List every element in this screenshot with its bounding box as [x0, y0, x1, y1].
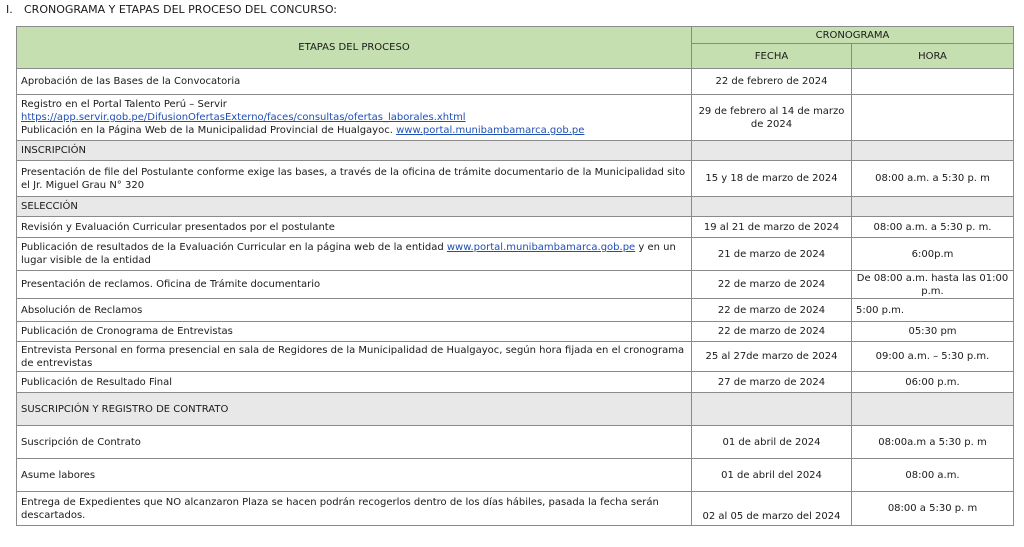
time-cell: 06:00 p.m.: [852, 372, 1014, 393]
date-cell: 27 de marzo de 2024: [692, 372, 852, 393]
date-cell: 22 de febrero de 2024: [692, 69, 852, 95]
header-time: HORA: [852, 44, 1014, 69]
municipality-link[interactable]: www.portal.munibambamarca.gob.pe: [396, 125, 585, 136]
stage-text-line: [21, 124, 687, 137]
time-cell: 09:00 a.m. – 5:30 p.m.: [852, 342, 1014, 372]
stage-cell: [17, 95, 692, 141]
municipality-link[interactable]: www.portal.munibambamarca.gob.pe: [446, 242, 636, 253]
servir-link[interactable]: https://app.servir.gob.pe/DifusionOfertasExterno/faces/consultas/ofertas_laborales.xhtml: [21, 112, 466, 123]
time-cell: 08:00 a.m. a 5:30 p. m: [852, 161, 1014, 197]
table-row: [17, 459, 1014, 492]
stage-cell: [17, 238, 692, 271]
stage-cell: Revisión y Evaluación Curricular presentados por el postulante: [17, 217, 692, 238]
date-cell: 22 de marzo de 2024: [692, 322, 852, 342]
time-cell: 08:00 a.m.: [852, 459, 1014, 492]
time-cell: 08:00a.m a 5:30 p. m: [852, 426, 1014, 459]
date-cell: 15 y 18 de marzo de 2024: [692, 161, 852, 197]
stage-text: Publicación de resultados de la Evaluación Curricular en la página web de la entidad: [21, 242, 444, 253]
date-cell: 21 de marzo de 2024: [692, 238, 852, 271]
time-cell: 6:00p.m: [852, 238, 1014, 271]
table-row: [17, 271, 1014, 299]
table-row: [17, 322, 1014, 342]
time-cell: [852, 69, 1014, 95]
date-cell: 01 de abril del 2024: [692, 459, 852, 492]
section-title: CRONOGRAMA Y ETAPAS DEL PROCESO DEL CONCURSO:: [24, 3, 338, 16]
date-cell: 25 al 27de marzo de 2024: [692, 342, 852, 372]
time-cell: 08:00 a 5:30 p. m: [852, 492, 1014, 526]
stage-cell: Entrega de Expedientes que NO alcanzaron Plaza se hacen podrán recogerlos dentro de los días hábiles, pasada la fecha serán descartados.: [17, 492, 692, 526]
table-row: [17, 299, 1014, 322]
stage-text: y en un lugar visible de la entidad: [21, 242, 676, 266]
section-row: [17, 393, 1014, 426]
header-stages: ETAPAS DEL PROCESO: [17, 27, 692, 69]
date-cell: 29 de febrero al 14 de marzo de 2024: [692, 95, 852, 141]
table-row: [17, 372, 1014, 393]
schedule-table: [16, 26, 1014, 526]
table-row: [17, 492, 1014, 526]
section-label: INSCRIPCIÓN: [17, 141, 692, 161]
time-cell: 08:00 a.m. a 5:30 p. m.: [852, 217, 1014, 238]
header-date: FECHA: [692, 44, 852, 69]
date-cell: 02 al 05 de marzo del 2024: [692, 492, 852, 526]
table-row: [17, 161, 1014, 197]
time-cell: De 08:00 a.m. hasta las 01:00 p.m.: [852, 271, 1014, 299]
stage-cell: Suscripción de Contrato: [17, 426, 692, 459]
table-row: [17, 238, 1014, 271]
stage-cell: Publicación de Resultado Final: [17, 372, 692, 393]
section-row: [17, 141, 1014, 161]
date-cell: 22 de marzo de 2024: [692, 299, 852, 322]
stage-cell: Entrevista Personal en forma presencial en sala de Regidores de la Municipalidad de Hualgayoc, según hora fijada en el cronograma de entrevistas: [17, 342, 692, 372]
stage-text: Registro en el Portal Talento Perú – Servir: [21, 99, 227, 110]
section-label: SELECCIÓN: [17, 197, 692, 217]
header-schedule: CRONOGRAMA: [692, 27, 1014, 44]
table-row: [17, 426, 1014, 459]
table-row: [17, 217, 1014, 238]
table-row: [17, 95, 1014, 141]
stage-cell: Absolución de Reclamos: [17, 299, 692, 322]
section-label: SUSCRIPCIÓN Y REGISTRO DE CONTRATO: [17, 393, 692, 426]
section-row: [17, 197, 1014, 217]
date-cell: 19 al 21 de marzo de 2024: [692, 217, 852, 238]
time-cell: [852, 95, 1014, 141]
stage-cell: Presentación de file del Postulante conforme exige las bases, a través de la oficina de trámite documentario de la Municipalidad sito el Jr. Miguel Grau N° 320: [17, 161, 692, 197]
time-cell: 5:00 p.m.: [852, 299, 1014, 322]
table-row: [17, 342, 1014, 372]
stage-cell: Publicación de Cronograma de Entrevistas: [17, 322, 692, 342]
stage-text: Publicación en la Página Web de la Municipalidad Provincial de Hualgayoc.: [21, 125, 393, 136]
stage-cell: Presentación de reclamos. Oficina de Trámite documentario: [17, 271, 692, 299]
section-heading: [6, 3, 337, 17]
date-cell: 01 de abril de 2024: [692, 426, 852, 459]
table-row: [17, 69, 1014, 95]
stage-cell: Aprobación de las Bases de la Convocatoria: [17, 69, 692, 95]
date-cell: 22 de marzo de 2024: [692, 271, 852, 299]
stage-cell: Asume labores: [17, 459, 692, 492]
time-cell: 05:30 pm: [852, 322, 1014, 342]
section-number: I.: [6, 3, 13, 16]
